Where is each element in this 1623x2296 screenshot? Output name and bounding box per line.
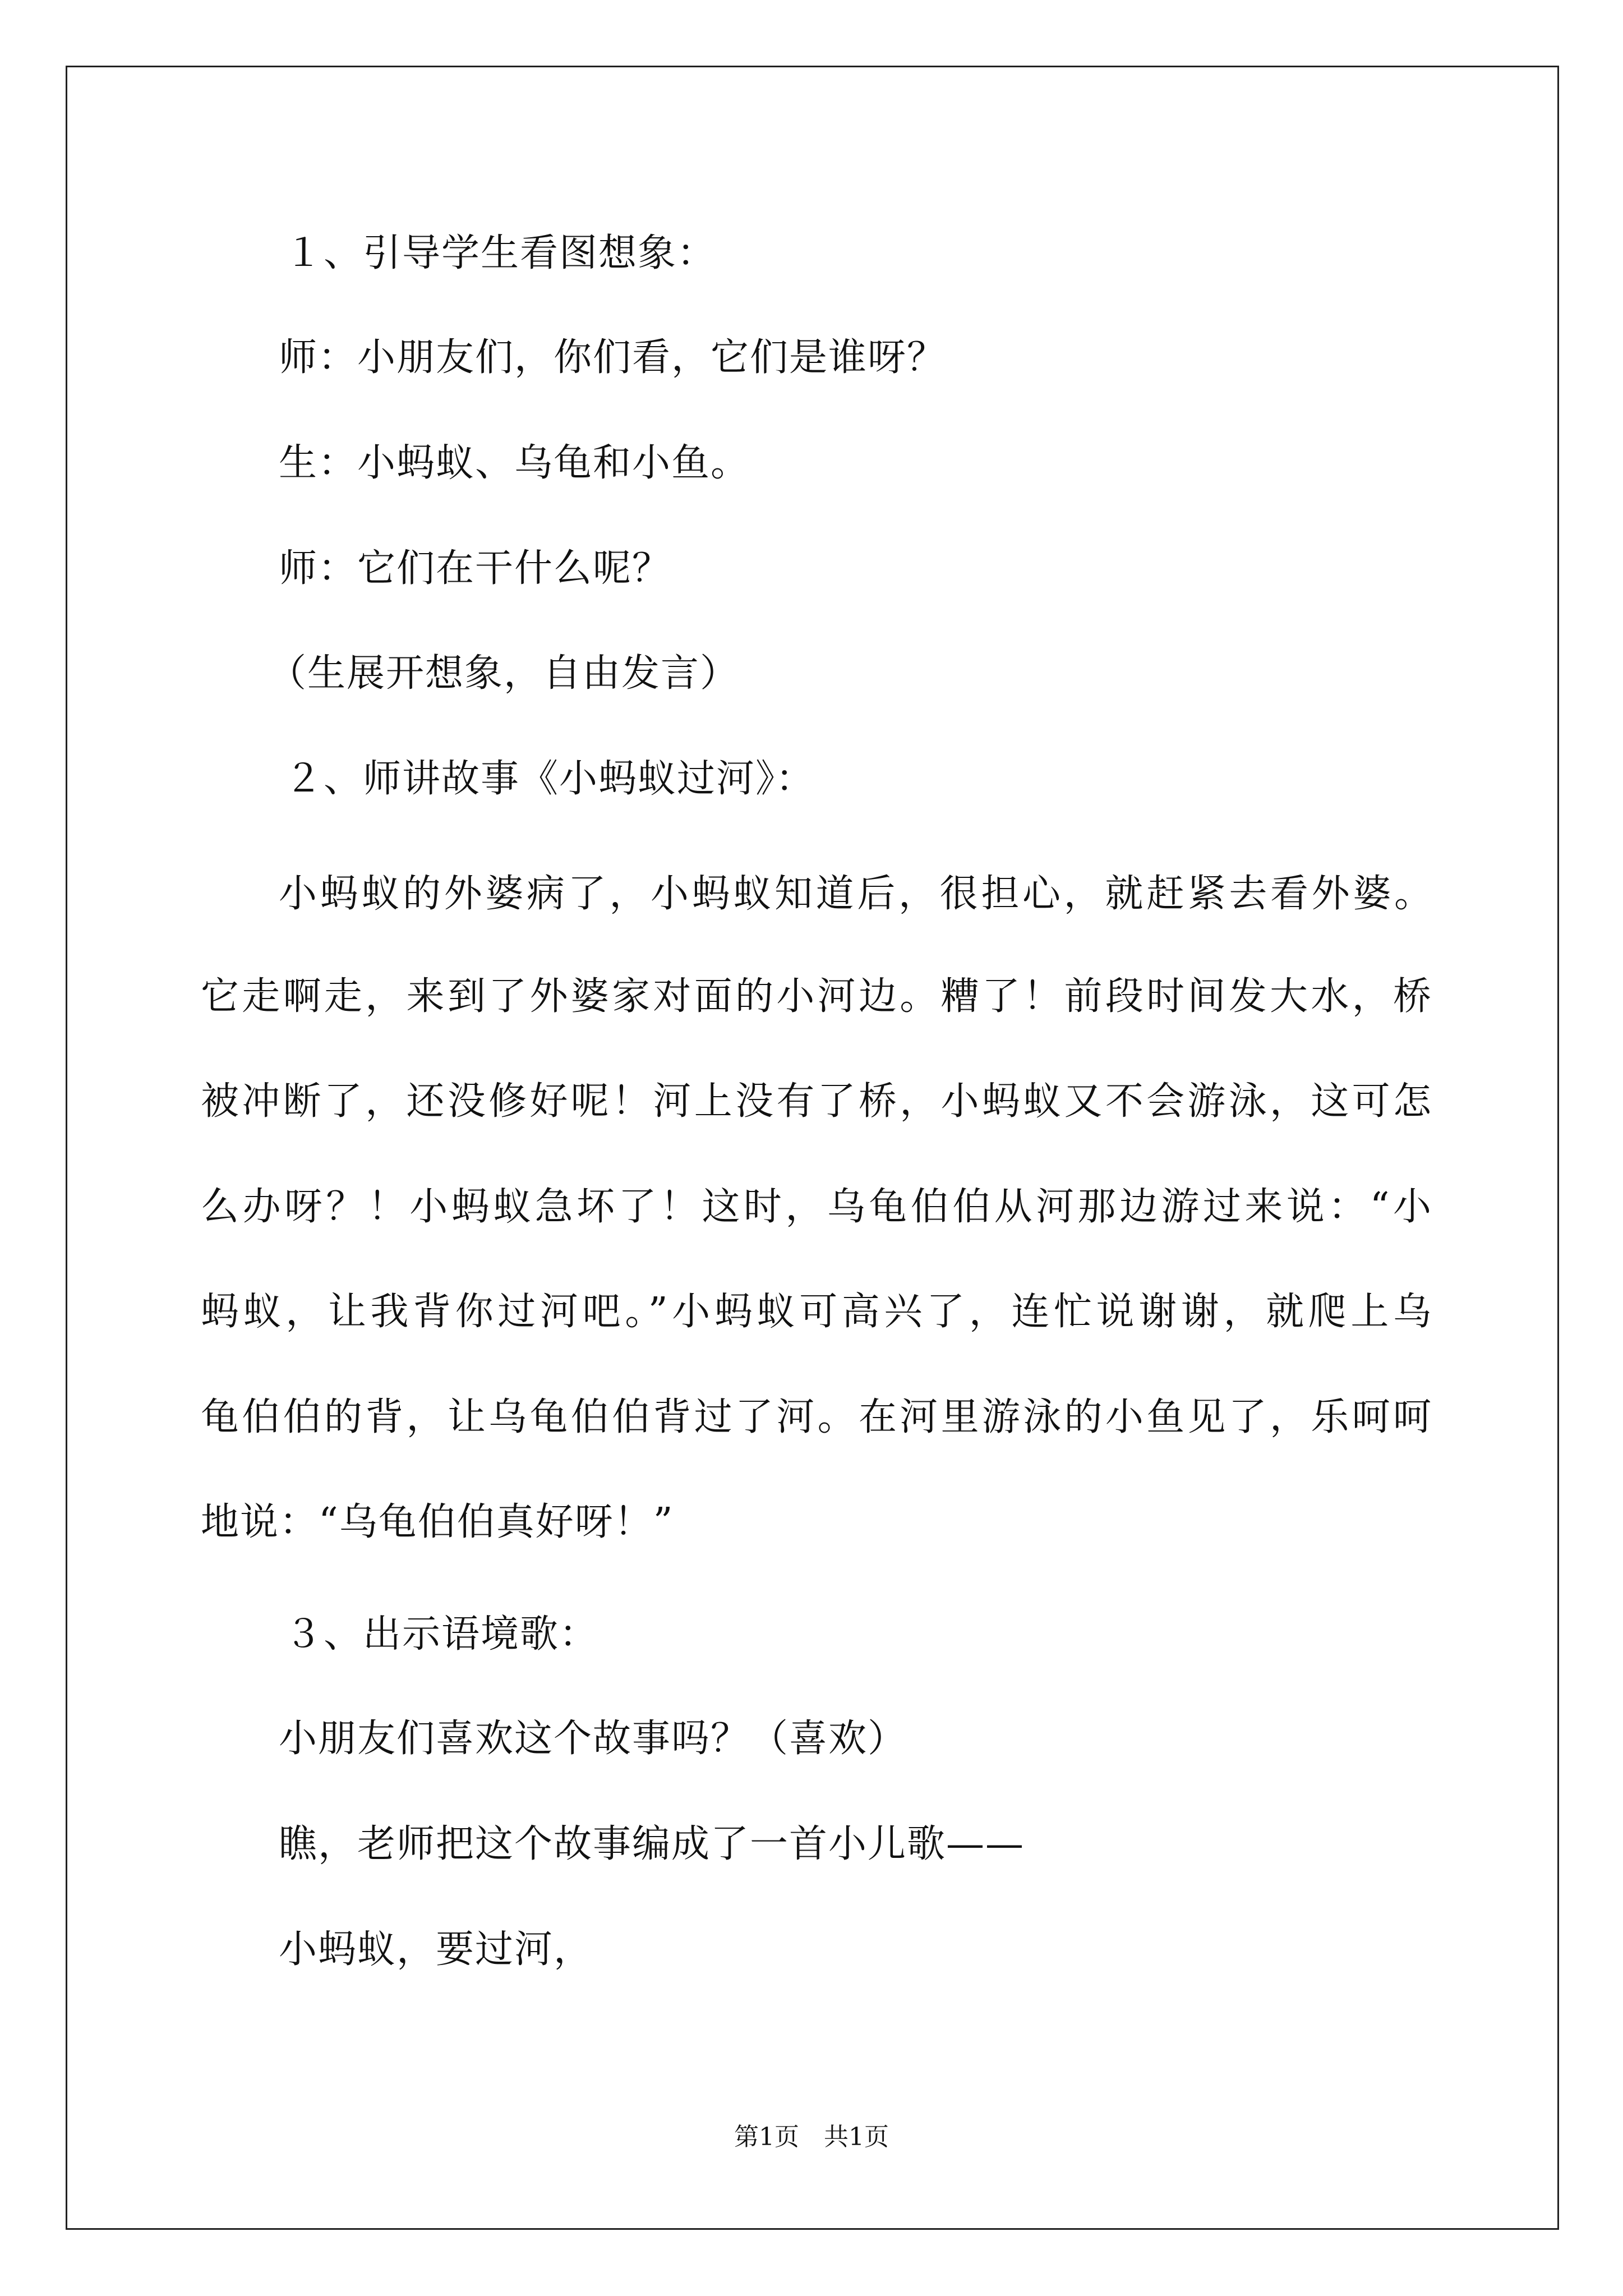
student-activity-note: （生展开想象，自由发言） [268,651,740,696]
story-line-4: 么办呀？！小蚂蚁急坏了！这时，乌龟伯伯从河那边游过来说：“小 [201,1185,1432,1229]
story-line-1: 小蚂蚁的外婆病了，小蚂蚁知道后，很担心，就赶紧去看外婆。 [279,872,1433,916]
story-line-2: 它走啊走，来到了外婆家对面的小河边。糟了！前段时间发大水，桥 [201,974,1432,1019]
step-2-heading: ２、师讲故事《小蚂蚁过河》： [284,757,815,801]
story-line-6: 龟伯伯的背，让乌龟伯伯背过了河。在河里游泳的小鱼见了，乐呵呵 [201,1395,1432,1439]
step-1-heading: １、引导学生看图想象： [284,231,717,275]
story-line-7: 地说：“乌龟伯伯真好呀！” [201,1500,674,1544]
song-line-1: 小蚂蚁，要过河， [279,1927,593,1972]
story-line-3: 被冲断了，还没修好呢！河上没有了桥，小蚂蚁又不会游泳，这可怎 [201,1079,1432,1124]
teacher-line-1: 师：小朋友们，你们看，它们是谁呀？ [279,335,947,380]
student-line-1: 生：小蚂蚁、乌龟和小鱼。 [279,441,750,485]
step-3-heading: ３、出示语境歌： [284,1612,599,1657]
question-line: 小朋友们喜欢这个故事吗？（喜欢） [279,1717,907,1761]
teacher-line-2: 师：它们在干什么呢？ [279,546,672,591]
song-intro-line: 瞧，老师把这个故事编成了一首小儿歌—— [279,1822,1025,1866]
page-border [66,66,1559,2230]
page-number-footer: 第1页 共1页 [734,2123,889,2151]
story-line-5: 蚂蚁，让我背你过河吧。”小蚂蚁可高兴了，连忙说谢谢，就爬上乌 [201,1290,1432,1334]
